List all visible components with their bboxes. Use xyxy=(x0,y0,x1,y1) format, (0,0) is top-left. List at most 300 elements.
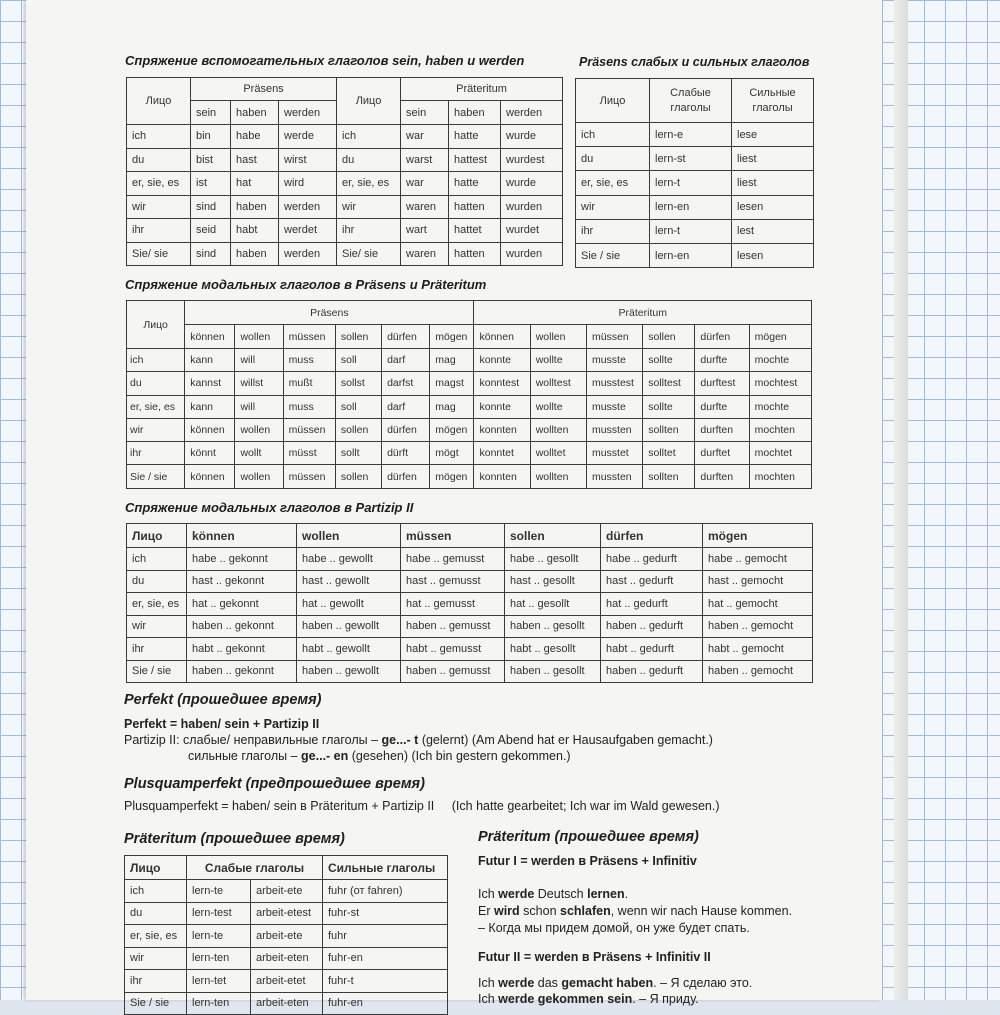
aux-praeteritum-cell: hatten xyxy=(449,195,501,219)
aux-person: wir xyxy=(127,195,191,219)
modal-praeteritum-cell: sollten xyxy=(643,465,695,488)
modal-praesens-cell: sollen xyxy=(335,465,381,488)
modal-praeteritum-cell: solltest xyxy=(643,372,695,395)
praet-cell: lern-ten xyxy=(187,947,251,970)
modal-praesens-cell: will xyxy=(235,349,283,372)
aux-praeteritum-cell: wurden xyxy=(501,242,563,266)
aux-praesens-cell: bist xyxy=(191,148,231,172)
table-row xyxy=(127,125,563,149)
p2-cell: ihr xyxy=(127,638,187,661)
aux-praeteritum-cell: wurdest xyxy=(501,148,563,172)
table-row xyxy=(127,195,563,219)
p2-head-1: können xyxy=(187,524,297,548)
aux-col-sein: sein xyxy=(401,101,449,125)
modal-praesens-cell: wollt xyxy=(235,442,283,465)
modal-praeteritum-cell: konntest xyxy=(474,372,530,395)
modal-praeteritum-cell: konntet xyxy=(474,442,530,465)
modal-praesens-cell: darfst xyxy=(382,372,430,395)
table-row xyxy=(127,372,812,395)
aux-col-haben: haben xyxy=(449,101,501,125)
modal-praeteritum-cell: musstest xyxy=(586,372,642,395)
modal-praeteritum-cell: musstet xyxy=(586,442,642,465)
modal-person: ihr xyxy=(127,442,185,465)
p2-cell: hat .. gewollt xyxy=(297,593,401,616)
praet-cell: arbeit-ete xyxy=(251,880,323,903)
modal-person: ich xyxy=(127,349,185,372)
heading-modal-p2: Спряжение модальных глаголов в Partizip II xyxy=(125,500,414,515)
p2-cell: wir xyxy=(127,615,187,638)
p2-cell: hat .. gemocht xyxy=(703,593,813,616)
aux-person-2: wir xyxy=(337,195,401,219)
aux-praesens-cell: wird xyxy=(279,172,337,196)
aux-person: ihr xyxy=(127,219,191,243)
modal-praeteritum-cell: sollte xyxy=(643,395,695,418)
p2-head-4: sollen xyxy=(505,524,601,548)
table-row xyxy=(127,660,813,683)
modal-praesens-cell: mußt xyxy=(283,372,335,395)
modal-praeteritum-cell: sollte xyxy=(643,349,695,372)
modal-praeteritum-cell: mochte xyxy=(749,395,811,418)
ws-cell: du xyxy=(576,147,650,171)
modal-person: er, sie, es xyxy=(127,395,185,418)
table-row xyxy=(125,947,448,970)
modal-col-3: sollen xyxy=(643,325,695,349)
modal-praesens-cell: mögen xyxy=(430,465,474,488)
aux-praesens-cell: ist xyxy=(191,172,231,196)
p2-cell: du xyxy=(127,570,187,593)
p2-head-6: mögen xyxy=(703,524,813,548)
table-row xyxy=(125,970,448,993)
p2-head-0: Лицо xyxy=(127,524,187,548)
praet-cell: lern-test xyxy=(187,902,251,925)
futur1-l2-a: Er xyxy=(478,904,494,918)
modal-col-3: sollen xyxy=(335,325,381,349)
table-row xyxy=(127,395,812,418)
praet-head-strong: Сильные глаголы xyxy=(323,856,448,880)
p2-cell: habe .. gesollt xyxy=(505,548,601,571)
p2-head-5: dürfen xyxy=(601,524,703,548)
p2-cell: hast .. gesollt xyxy=(505,570,601,593)
modal-praesens-cell: kann xyxy=(185,349,235,372)
futur2-l1-d: gemacht haben xyxy=(561,976,654,990)
ws-cell: lest xyxy=(732,219,814,243)
modal-praesens-cell: muss xyxy=(283,395,335,418)
futur1-l1-d: lernen xyxy=(587,887,625,901)
praeteritum-table xyxy=(124,855,448,1015)
futur2-l2-c: . – Я приду. xyxy=(632,992,699,1006)
aux-praesens-cell: werden xyxy=(279,195,337,219)
modal-praeteritum-cell: konnten xyxy=(474,465,530,488)
aux-praeteritum-cell: hatte xyxy=(449,172,501,196)
aux-praesens-cell: wirst xyxy=(279,148,337,172)
p2-cell: er, sie, es xyxy=(127,593,187,616)
praet-cell: wir xyxy=(125,947,187,970)
modal-praeteritum-cell: mochte xyxy=(749,349,811,372)
aux-praesens-cell: haben xyxy=(231,195,279,219)
futur1-l1-e: . xyxy=(624,887,629,901)
ws-cell: ich xyxy=(576,123,650,147)
p2-cell: haben .. gedurft xyxy=(601,660,703,683)
table-row xyxy=(127,570,813,593)
aux-head-lico: Лицо xyxy=(127,78,191,125)
futur1-line-2 xyxy=(478,904,792,918)
modal-col-0: können xyxy=(185,325,235,349)
aux-praeteritum-cell: wurdet xyxy=(501,219,563,243)
aux-praeteritum-cell: hatten xyxy=(449,242,501,266)
ws-cell: liest xyxy=(732,147,814,171)
modal-person: Sie / sie xyxy=(127,465,185,488)
ws-cell: ihr xyxy=(576,219,650,243)
perfekt-l1-c: (gelernt) (Am Abend hat er Hausaufgaben gemacht.) xyxy=(418,733,713,747)
aux-person: ich xyxy=(127,125,191,149)
modal-praeteritum-cell: durftet xyxy=(695,442,749,465)
modal-praesens-cell: sollen xyxy=(335,418,381,441)
heading-modal-pr: Спряжение модальных глаголов в Präsens и Präteritum xyxy=(125,277,487,292)
modal-praesens-cell: müsst xyxy=(283,442,335,465)
modal-praeteritum-cell: konnte xyxy=(474,395,530,418)
modal-praesens-cell: wollen xyxy=(235,465,283,488)
modal-praesens-cell: mögen xyxy=(430,418,474,441)
aux-praeteritum-cell: hatte xyxy=(449,125,501,149)
praet-cell: fuhr xyxy=(323,925,448,948)
table-row xyxy=(127,615,813,638)
modal-praeteritum-cell: mussten xyxy=(586,418,642,441)
aux-praesens-cell: werde xyxy=(279,125,337,149)
modal-praesens-cell: soll xyxy=(335,395,381,418)
futur2-l2-b: werde gekommen sein xyxy=(498,992,633,1006)
table-row xyxy=(125,992,448,1015)
modal-col-4: dürfen xyxy=(695,325,749,349)
p2-cell: haben .. gekonnt xyxy=(187,615,297,638)
modal-person: wir xyxy=(127,418,185,441)
p2-cell: haben .. gewollt xyxy=(297,615,401,638)
ws-cell: lern-st xyxy=(650,147,732,171)
aux-praeteritum-cell: wurden xyxy=(501,195,563,219)
p2-cell: habt .. gedurft xyxy=(601,638,703,661)
aux-person-2: Sie/ sie xyxy=(337,242,401,266)
p2-head-2: wollen xyxy=(297,524,401,548)
modal-col-4: dürfen xyxy=(382,325,430,349)
aux-col-werden: werden xyxy=(501,101,563,125)
partizip-table xyxy=(126,523,813,683)
aux-praeteritum-cell: wart xyxy=(401,219,449,243)
modal-praesens-cell: mag xyxy=(430,395,474,418)
praet-cell: du xyxy=(125,902,187,925)
futur1-line-1 xyxy=(478,887,628,901)
praet-cell: lern-ten xyxy=(187,992,251,1015)
sheet-edge xyxy=(894,0,908,1000)
futur2-formula: Futur II = werden в Präsens + Infinitiv II xyxy=(478,950,711,964)
futur1-l1-a: Ich xyxy=(478,887,499,901)
modal-praesens-cell: darf xyxy=(382,395,430,418)
modal-praesens-cell: müssen xyxy=(283,418,335,441)
p2-cell: haben .. gewollt xyxy=(297,660,401,683)
modal-praeteritum-cell: durften xyxy=(695,465,749,488)
aux-praeteritum-cell: wurde xyxy=(501,172,563,196)
modal-praesens-cell: können xyxy=(185,418,235,441)
futur1-line-3: – Когда мы придем домой, он уже будет спать. xyxy=(478,921,750,935)
modal-praeteritum-cell: mochtet xyxy=(749,442,811,465)
modal-praesens-cell: mag xyxy=(430,349,474,372)
p2-cell: habt .. gekonnt xyxy=(187,638,297,661)
aux-person-2: ich xyxy=(337,125,401,149)
ws-cell: liest xyxy=(732,171,814,195)
table-row xyxy=(127,548,813,571)
p2-cell: habt .. gewollt xyxy=(297,638,401,661)
aux-praeteritum-cell: waren xyxy=(401,195,449,219)
grammar-sheet xyxy=(26,0,882,1010)
modal-col-5: mögen xyxy=(430,325,474,349)
ws-cell: lern-en xyxy=(650,195,732,219)
ws-head-strong: Сильные глаголы xyxy=(732,79,814,123)
futur2-line-2 xyxy=(478,992,699,1006)
modal-praeteritum-cell: wollte xyxy=(530,395,586,418)
modal-head-praesens: Präsens xyxy=(185,301,474,325)
praet-cell: ihr xyxy=(125,970,187,993)
modal-col-2: müssen xyxy=(586,325,642,349)
table-row xyxy=(127,172,563,196)
futur2-l1-e: . – Я сделаю это. xyxy=(653,976,753,990)
modal-praeteritum-cell: wollten xyxy=(530,418,586,441)
praet-cell: arbeit-ete xyxy=(251,925,323,948)
weak-strong-table xyxy=(575,78,814,268)
ws-head-weak: Слабые глаголы xyxy=(650,79,732,123)
modal-praesens-cell: muss xyxy=(283,349,335,372)
perfekt-l2-a: сильные глаголы – xyxy=(188,749,302,763)
praet-cell: arbeit-eten xyxy=(251,992,323,1015)
table-row xyxy=(127,349,812,372)
modal-praeteritum-cell: wollte xyxy=(530,349,586,372)
modal-praeteritum-cell: sollten xyxy=(643,418,695,441)
p2-cell: habe .. gemocht xyxy=(703,548,813,571)
modal-praesens-cell: darf xyxy=(382,349,430,372)
modal-praeteritum-cell: wolltet xyxy=(530,442,586,465)
futur2-l1-a: Ich xyxy=(478,976,499,990)
modal-col-1: wollen xyxy=(235,325,283,349)
futur1-l1-b: werde xyxy=(498,887,535,901)
praet-cell: arbeit-etest xyxy=(251,902,323,925)
praet-head-lico: Лицо xyxy=(125,856,187,880)
aux-praeteritum-cell: war xyxy=(401,125,449,149)
perfekt-l1-a: Partizip II: слабые/ неправильные глаголы – xyxy=(124,733,382,747)
modal-praesens-cell: will xyxy=(235,395,283,418)
p2-cell: hast .. gemusst xyxy=(401,570,505,593)
table-row xyxy=(125,925,448,948)
modal-praesens-cell: kannst xyxy=(185,372,235,395)
table-row xyxy=(576,171,814,195)
praet-cell: lern-tet xyxy=(187,970,251,993)
aux-praeteritum-cell: waren xyxy=(401,242,449,266)
heading-praeteritum-right: Präteritum (прошедшее время) xyxy=(478,829,699,845)
p2-cell: haben .. gemusst xyxy=(401,615,505,638)
modal-praeteritum-cell: mochten xyxy=(749,465,811,488)
p2-cell: habt .. gemocht xyxy=(703,638,813,661)
modal-praeteritum-cell: wollten xyxy=(530,465,586,488)
modal-praeteritum-cell: mussten xyxy=(586,465,642,488)
ws-cell: lern-en xyxy=(650,243,732,267)
ws-cell: lern-t xyxy=(650,171,732,195)
p2-cell: ich xyxy=(127,548,187,571)
p2-cell: habe .. gemusst xyxy=(401,548,505,571)
p2-cell: haben .. gemocht xyxy=(703,615,813,638)
p2-cell: hat .. gekonnt xyxy=(187,593,297,616)
ws-head-lico: Лицо xyxy=(576,79,650,123)
praet-head-weak: Слабые глаголы xyxy=(187,856,323,880)
modal-praeteritum-cell: solltet xyxy=(643,442,695,465)
heading-weak-strong: Präsens слабых и сильных глаголов xyxy=(579,55,810,69)
praet-cell: fuhr-t xyxy=(323,970,448,993)
modal-praesens-cell: könnt xyxy=(185,442,235,465)
futur1-formula: Futur I = werden в Präsens + Infinitiv xyxy=(478,854,697,868)
modal-praeteritum-cell: konnte xyxy=(474,349,530,372)
praet-cell: fuhr-st xyxy=(323,902,448,925)
table-row xyxy=(576,123,814,147)
perfekt-l2-b: ge...- en xyxy=(301,749,349,763)
modal-praesens-cell: sollt xyxy=(335,442,381,465)
table-row xyxy=(576,195,814,219)
praet-cell: lern-te xyxy=(187,925,251,948)
aux-person-2: ihr xyxy=(337,219,401,243)
modal-praesens-cell: wollen xyxy=(235,418,283,441)
aux-head-praesens: Präsens xyxy=(191,78,337,101)
table-row xyxy=(127,638,813,661)
modal-praesens-cell: dürft xyxy=(382,442,430,465)
p2-cell: haben .. gedurft xyxy=(601,615,703,638)
modal-praeteritum-cell: mochten xyxy=(749,418,811,441)
table-row xyxy=(576,243,814,267)
p2-cell: habe .. gedurft xyxy=(601,548,703,571)
table-row xyxy=(127,593,813,616)
modal-col-2: müssen xyxy=(283,325,335,349)
aux-person-2: er, sie, es xyxy=(337,172,401,196)
aux-praesens-cell: haben xyxy=(231,242,279,266)
p2-cell: hat .. gesollt xyxy=(505,593,601,616)
modal-praesens-cell: magst xyxy=(430,372,474,395)
aux-praesens-cell: seid xyxy=(191,219,231,243)
aux-person: er, sie, es xyxy=(127,172,191,196)
p2-cell: haben .. gekonnt xyxy=(187,660,297,683)
praet-cell: ich xyxy=(125,880,187,903)
ws-cell: Sie / sie xyxy=(576,243,650,267)
futur2-l2-a: Ich xyxy=(478,992,499,1006)
p2-cell: hat .. gedurft xyxy=(601,593,703,616)
table-row xyxy=(127,219,563,243)
ws-cell: er, sie, es xyxy=(576,171,650,195)
aux-praesens-cell: sind xyxy=(191,242,231,266)
praet-cell: er, sie, es xyxy=(125,925,187,948)
aux-praesens-cell: habt xyxy=(231,219,279,243)
p2-cell: haben .. gesollt xyxy=(505,660,601,683)
p2-cell: habt .. gemusst xyxy=(401,638,505,661)
aux-praesens-cell: bin xyxy=(191,125,231,149)
aux-praesens-cell: hat xyxy=(231,172,279,196)
p2-cell: hat .. gemusst xyxy=(401,593,505,616)
modal-praeteritum-cell: musste xyxy=(586,395,642,418)
aux-head-praeteritum: Präteritum xyxy=(401,78,563,101)
futur1-l1-c: Deutsch xyxy=(534,887,588,901)
aux-person-2: du xyxy=(337,148,401,172)
p2-cell: hast .. gedurft xyxy=(601,570,703,593)
aux-col-werden: werden xyxy=(279,101,337,125)
table-row xyxy=(127,242,563,266)
aux-person: Sie/ sie xyxy=(127,242,191,266)
p2-cell: hast .. gewollt xyxy=(297,570,401,593)
p2-head-3: müssen xyxy=(401,524,505,548)
modal-col-1: wollen xyxy=(530,325,586,349)
plusq-line xyxy=(124,799,719,813)
perfekt-line-2 xyxy=(188,749,571,763)
aux-praeteritum-cell: war xyxy=(401,172,449,196)
modal-head-praeteritum: Präteritum xyxy=(474,301,812,325)
p2-cell: haben .. gemusst xyxy=(401,660,505,683)
aux-praesens-cell: hast xyxy=(231,148,279,172)
modal-praesens-cell: dürfen xyxy=(382,418,430,441)
modal-praesens-cell: dürfen xyxy=(382,465,430,488)
modal-praesens-cell: mögt xyxy=(430,442,474,465)
modal-praesens-cell: müssen xyxy=(283,465,335,488)
praet-cell: arbeit-etet xyxy=(251,970,323,993)
table-row xyxy=(127,465,812,488)
futur1-l2-e: , wenn wir nach Hause kommen. xyxy=(610,904,793,918)
table-row xyxy=(576,147,814,171)
aux-praesens-cell: werdet xyxy=(279,219,337,243)
aux-praesens-cell: sind xyxy=(191,195,231,219)
praet-cell: Sie / sie xyxy=(125,992,187,1015)
ws-cell: lesen xyxy=(732,195,814,219)
heading-praeteritum-left: Präteritum (прошедшее время) xyxy=(124,831,345,847)
modal-praeteritum-cell: durfte xyxy=(695,349,749,372)
aux-praeteritum-cell: hattest xyxy=(449,148,501,172)
modal-verbs-table xyxy=(126,300,812,489)
p2-cell: hast .. gemocht xyxy=(703,570,813,593)
modal-praeteritum-cell: mochtest xyxy=(749,372,811,395)
modal-person: du xyxy=(127,372,185,395)
futur2-line-1 xyxy=(478,976,752,990)
perfekt-formula: Perfekt = haben/ sein + Partizip II xyxy=(124,717,320,731)
praet-cell: lern-te xyxy=(187,880,251,903)
praet-cell: arbeit-eten xyxy=(251,947,323,970)
futur2-l1-b: werde xyxy=(498,976,535,990)
ws-cell: lese xyxy=(732,123,814,147)
futur1-l2-d: schlafen xyxy=(560,904,611,918)
aux-col-sein: sein xyxy=(191,101,231,125)
table-row xyxy=(576,219,814,243)
praet-cell: fuhr-en xyxy=(323,992,448,1015)
p2-cell: habe .. gewollt xyxy=(297,548,401,571)
heading-aux-verbs: Спряжение вспомогательных глаголов sein, haben и werden xyxy=(125,53,525,68)
praet-cell: fuhr-en xyxy=(323,947,448,970)
aux-person: du xyxy=(127,148,191,172)
aux-praeteritum-cell: hattet xyxy=(449,219,501,243)
futur1-l2-b: wird xyxy=(493,904,520,918)
aux-verbs-table xyxy=(126,77,563,266)
ws-cell: lern-e xyxy=(650,123,732,147)
modal-praesens-cell: kann xyxy=(185,395,235,418)
table-row xyxy=(127,442,812,465)
table-row xyxy=(127,148,563,172)
modal-praeteritum-cell: durftest xyxy=(695,372,749,395)
modal-praesens-cell: willst xyxy=(235,372,283,395)
p2-cell: hast .. gekonnt xyxy=(187,570,297,593)
modal-col-0: können xyxy=(474,325,530,349)
aux-head-lico-2: Лицо xyxy=(337,78,401,125)
modal-praesens-cell: sollst xyxy=(335,372,381,395)
plusq-formula: Plusquamperfekt = haben/ sein в Präteritum + Partizip II xyxy=(124,799,435,813)
modal-head-lico: Лицо xyxy=(127,301,185,349)
modal-praeteritum-cell: durften xyxy=(695,418,749,441)
table-row xyxy=(125,902,448,925)
aux-praesens-cell: werden xyxy=(279,242,337,266)
